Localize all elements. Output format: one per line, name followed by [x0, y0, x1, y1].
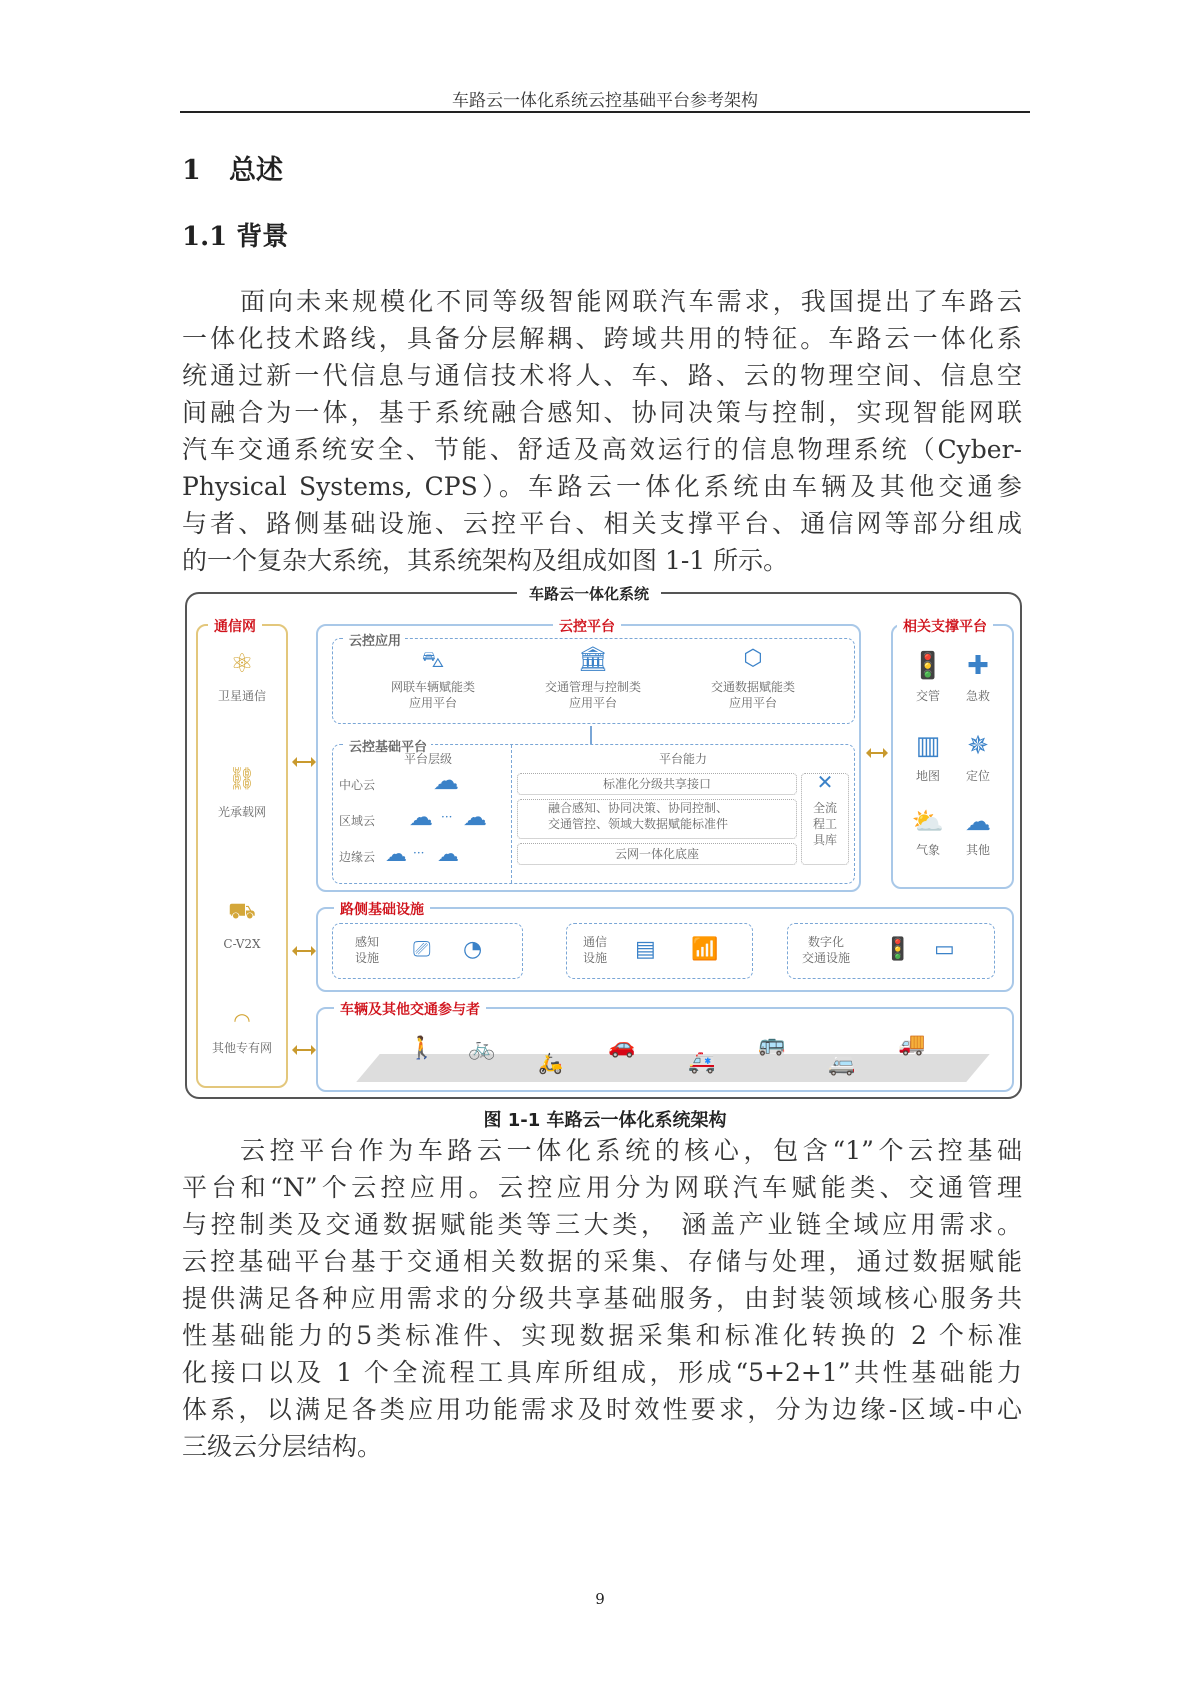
pedestrian-icon: 🚶 [408, 1036, 436, 1061]
text-line: 云控平台作为车路云一体化系统的核心，包含“1”个云控基础 [240, 1136, 1022, 1165]
app-label [533, 679, 653, 711]
text-line: 面向未来规模化不同等级智能网联汽车需求，我国提出了车路云 [240, 287, 1022, 316]
edge-cloud-icon: ☁ [385, 842, 407, 867]
comm-item-label: 其他专有网 [211, 1041, 272, 1055]
app-label [373, 679, 493, 711]
roadside-panel [316, 902, 1014, 992]
capability-label: 融合感知、协同决策、协同控制、 [548, 801, 729, 815]
support-label: 气象 [915, 843, 940, 857]
participants-title: 车辆及其他交通参与者 [334, 999, 486, 1019]
capability-title: 平台能力 [658, 752, 707, 766]
app-line: 交通数据赋能类 [710, 680, 795, 694]
text-line: 与者、路侧基础设施、云控平台、相关支撑平台、通信网等部分组成 [182, 509, 1022, 538]
cloud-platform-title: 云控平台 [553, 616, 621, 636]
figure-caption: 图 1-1 车路云一体化系统架构 [483, 1110, 727, 1131]
app-line: 网联车辆赋能类 [390, 680, 475, 694]
comm-item-label: 光承载网 [217, 805, 266, 819]
running-header: 车路云一体化系统云控基础平台参考架构 [452, 91, 758, 111]
group-line: 设施 [355, 951, 380, 965]
bidirectional-arrow [293, 1049, 315, 1051]
support-label: 定位 [965, 769, 990, 783]
architecture-diagram [185, 585, 1022, 1099]
car-signal-icon: ⛟ [228, 899, 256, 924]
text-line: 性基础能力的5类标准件、实现数据采集和标准化转换的 2 个标准 [182, 1321, 1022, 1350]
text-line: 间融合为一体，基于系统融合感知、协同决策与控制，实现智能网联 [182, 398, 1022, 427]
comm-net-panel [196, 619, 288, 1088]
traffic-light-icon: 🚦 [911, 651, 945, 681]
vertical-arrow [590, 726, 592, 744]
levels-title: 平台层级 [403, 752, 452, 766]
regional-cloud-icon: ☁ [409, 803, 433, 831]
atom-icon: ⚛ [230, 649, 254, 679]
bidirectional-arrow [293, 761, 315, 763]
text-line: 体系，以满足各类应用功能需求及时效性要求，分为边缘-区域-中心 [182, 1395, 1022, 1424]
cloud-icon: ☁ [965, 807, 991, 837]
group-label [583, 934, 607, 966]
text-line: 的一个复杂大系统，其系统架构及组成如图 1-1 所示。 [182, 546, 789, 575]
text-line: 平台和“N”个云控应用。云控应用分为网联汽车赋能类、交通管理 [182, 1173, 1022, 1202]
text-line: Physical Systems, CPS）。车路云一体化系统由车辆及其他交通参 [182, 472, 1022, 501]
sensing-facilities [332, 923, 523, 979]
group-label [355, 934, 379, 966]
radar-icon: ◔ [463, 937, 483, 962]
toolkit-line: 程工 [812, 817, 837, 831]
wifi-icon: ◠ [233, 1008, 251, 1032]
roadside-title: 路侧基础设施 [334, 899, 430, 919]
bidirectional-arrow [293, 950, 315, 952]
data-cubes-icon: ⬡ [743, 646, 763, 671]
capability-components [517, 799, 797, 839]
camera-icon: ⎚ [413, 937, 431, 962]
ambulance-icon: 🚑 [688, 1050, 716, 1075]
text-line: 提供满足各种应用需求的分级共享基础服务，由封装领域核心服务共 [182, 1284, 1022, 1313]
comm-item-label: C-V2X [223, 937, 261, 951]
group-line: 通信 [583, 935, 608, 949]
support-label: 急救 [965, 689, 990, 703]
toolkit-line: 全流 [812, 801, 837, 815]
bidirectional-arrow [867, 752, 887, 754]
support-label: 交管 [915, 689, 940, 703]
bicycle-icon: 🚲 [468, 1036, 496, 1061]
cloud-platform-panel [316, 619, 861, 892]
participants-panel [316, 1002, 1014, 1092]
regional-cloud-icon: ☁ [463, 803, 487, 831]
text-line: 三级云分层结构。 [182, 1432, 383, 1461]
capability-cloud-network-base [517, 843, 797, 865]
subsection-title: 背景 [236, 222, 289, 252]
section-number: 1 [182, 155, 201, 186]
app-line: 应用平台 [568, 696, 617, 710]
app-line: 交通管理与控制类 [544, 680, 641, 694]
compass-icon: ✵ [967, 731, 989, 761]
text-line: 与控制类及交通数据赋能类等三大类， 涵盖产业链全域应用需求。 [182, 1210, 1022, 1239]
header-rule [180, 111, 1030, 113]
app-line: 应用平台 [728, 696, 777, 710]
capability-label: 交通管控、领域大数据赋能标准件 [548, 817, 729, 831]
subsection-number: 1.1 [182, 222, 228, 252]
truck-icon: 🚚 [898, 1032, 926, 1057]
section-title: 总述 [229, 155, 283, 186]
toolkit-box [801, 770, 849, 865]
support-platform-panel [891, 619, 1014, 889]
level-label: 中心云 [339, 778, 376, 792]
group-line: 交通设施 [802, 951, 851, 965]
connected-car-icon: ⛍ [421, 648, 445, 673]
diagram-title: 车路云一体化系统 [517, 583, 661, 604]
cloud-apps-panel [332, 634, 855, 724]
paragraph-1 [182, 283, 1022, 579]
map-icon: ▥ [915, 731, 941, 761]
router-icon: 📶 [691, 937, 719, 962]
ellipsis: ··· [441, 810, 453, 824]
toolkit-line: 具库 [812, 833, 837, 847]
government-building-icon: 🏛 [577, 645, 609, 673]
level-label: 边缘云 [339, 850, 376, 864]
cloud-apps-title: 云控应用 [345, 630, 405, 649]
ellipsis: ··· [413, 846, 425, 860]
weather-icon: ⛅ [911, 807, 945, 837]
text-line: 云控基础平台基于交通相关数据的采集、存储与处理，通过数据赋能 [182, 1247, 1022, 1276]
text-line: 统通过新一代信息与通信技术将人、车、路、云的物理空间、信息空 [182, 361, 1022, 390]
capability-interface [517, 773, 797, 795]
text-line: 一体化技术路线，具备分层解耦、跨域共用的特征。车路云一体化系 [182, 324, 1022, 353]
communication-facilities [566, 923, 753, 979]
network-tree-icon: ⛓ [228, 767, 256, 792]
cloud-base-panel [332, 740, 855, 884]
comm-item-label: 卫星通信 [217, 689, 266, 703]
server-icon: ▤ [635, 937, 656, 962]
ambulance-icon: ✚ [967, 651, 989, 681]
level-label: 区域云 [339, 814, 376, 828]
app-label [693, 679, 813, 711]
digital-traffic-facilities [787, 923, 995, 979]
text-line: 化接口以及 1 个全流程工具库所组成，形成“5+2+1”共性基础能力 [182, 1358, 1022, 1387]
group-label [802, 934, 850, 966]
sign-board-icon: ▭ [934, 937, 955, 962]
group-line: 设施 [583, 951, 608, 965]
comm-net-title: 通信网 [208, 616, 262, 636]
center-cloud-icon: ☁ [433, 766, 459, 796]
road-graphic [356, 1054, 989, 1082]
support-title: 相关支撑平台 [897, 616, 993, 636]
page-number: 9 [595, 1590, 605, 1608]
group-line: 数字化 [808, 935, 845, 949]
divider [511, 745, 512, 883]
capability-label: 标准化分级共享接口 [602, 777, 711, 791]
group-line: 感知 [355, 935, 380, 949]
section-heading [182, 148, 283, 187]
scooter-icon: 🛵 [538, 1051, 563, 1075]
traffic-light-icon: 🚦 [884, 937, 912, 962]
van-icon: 🚐 [828, 1052, 856, 1077]
capability-label: 云网一体化底座 [614, 847, 699, 861]
paragraph-2 [182, 1132, 1022, 1465]
wrench-icon: ✕ [816, 770, 834, 794]
edge-cloud-icon: ☁ [437, 842, 459, 867]
support-label: 地图 [915, 769, 940, 783]
support-label: 其他 [965, 843, 990, 857]
subsection-heading [182, 216, 288, 253]
app-line: 应用平台 [408, 696, 457, 710]
bus-icon: 🚌 [758, 1032, 786, 1057]
cloud-base-title: 云控基础平台 [345, 736, 431, 755]
car-icon: 🚗 [608, 1034, 636, 1059]
text-line: 汽车交通系统安全、节能、舒适及高效运行的信息物理系统（Cyber- [182, 435, 1022, 464]
